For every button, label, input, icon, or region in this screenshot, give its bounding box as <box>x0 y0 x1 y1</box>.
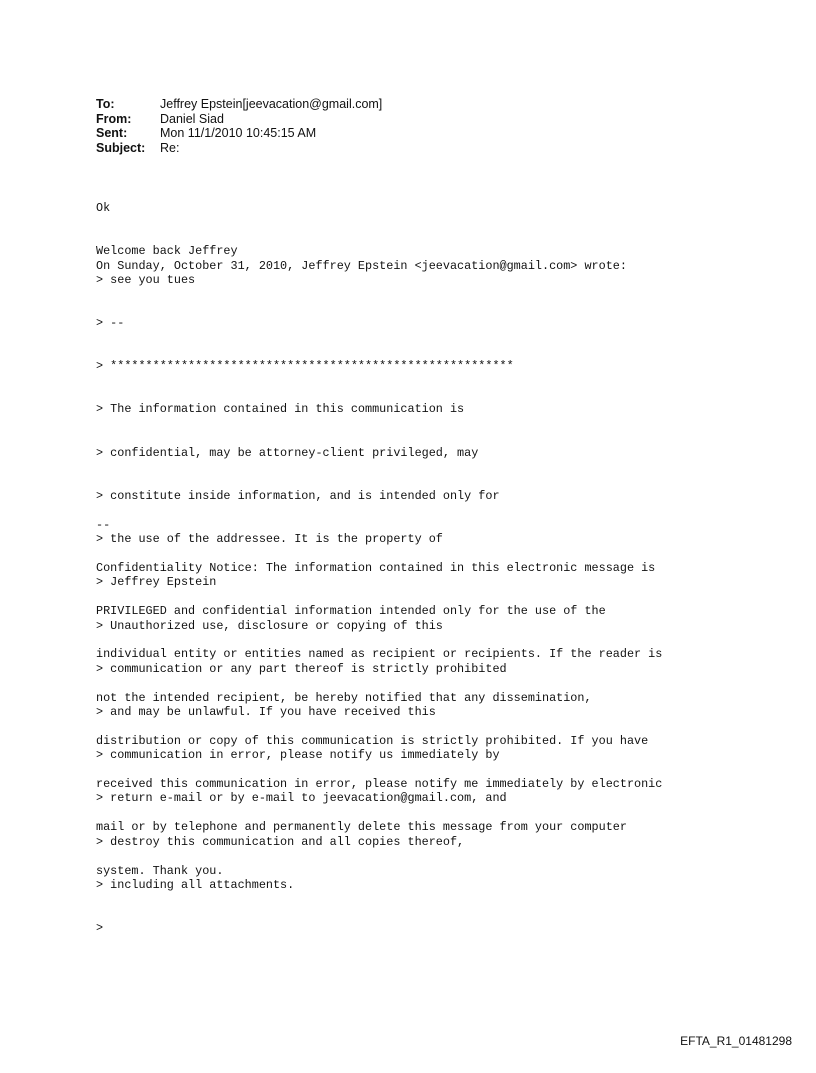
notice-line: received this communication in error, please notify me immediately by electronic <box>96 777 663 792</box>
body-line: Welcome back Jeffrey <box>96 244 238 259</box>
quoted-line: > destroy this communication and all copies thereof, <box>96 834 465 849</box>
sent-label: Sent: <box>96 126 128 140</box>
notice-line: -- <box>96 517 111 532</box>
subject-row <box>96 141 382 156</box>
quoted-line: > Unauthorized use, disclosure or copying of this <box>96 618 443 633</box>
to-row <box>96 97 382 112</box>
quoted-line: > and may be unlawful. If you have received this <box>96 705 436 719</box>
quoted-line: > -- <box>96 316 125 331</box>
notice-line: distribution or copy of this communication is strictly prohibited. If you have <box>96 733 649 748</box>
notice-line: system. Thank you. <box>96 863 224 878</box>
subject-value: Re: <box>160 140 180 155</box>
document-id: EFTA_R1_01481298 <box>680 1034 792 1048</box>
from-row <box>96 112 382 127</box>
notice-line: individual entity or entities named as recipient or recipients. If the reader is <box>96 647 663 662</box>
quoted-line: > communication or any part thereof is strictly prohibited <box>96 661 507 676</box>
from-label: From: <box>96 111 132 126</box>
notice-line: PRIVILEGED and confidential information intended only for the use of the <box>96 604 606 619</box>
quoted-line: > including all attachments. <box>96 877 295 892</box>
quoted-line: > the use of the addressee. It is the property of <box>96 532 443 547</box>
quoted-line: > constitute inside information, and is intended only for <box>96 488 500 503</box>
quoted-line: > return e-mail or by e-mail to jeevacation@gmail.com, and <box>96 791 507 806</box>
sent-value: Mon 11/1/2010 10:45:15 AM <box>160 126 317 140</box>
notice-line: not the intended recipient, be hereby notified that any dissemination, <box>96 690 592 705</box>
email-header <box>96 97 382 155</box>
quote-intro-line: On Sunday, October 31, 2010, Jeffrey Epstein <jeevacation@gmail.com> wrote: <box>96 258 627 273</box>
subject-label: Subject: <box>96 140 146 155</box>
quoted-line: > confidential, may be attorney-client privileged, may <box>96 445 479 460</box>
quoted-line: > communication in error, please notify us immediately by <box>96 748 500 763</box>
notice-line: Confidentiality Notice: The information contained in this electronic message is <box>96 561 656 576</box>
quoted-line: > <box>96 921 104 936</box>
to-value: Jeffrey Epstein[jeevacation@gmail.com] <box>160 97 383 111</box>
sent-row <box>96 126 382 141</box>
notice-line: mail or by telephone and permanently delete this message from your computer <box>96 820 627 835</box>
quoted-line: > ********************************************************* <box>96 359 514 374</box>
from-value: Daniel Siad <box>160 111 224 126</box>
to-label: To: <box>96 97 115 111</box>
quoted-line: > Jeffrey Epstein <box>96 575 217 590</box>
confidentiality-notice <box>96 489 662 892</box>
body-line: Ok <box>96 200 111 215</box>
quoted-line: > The information contained in this communication is <box>96 402 465 417</box>
quoted-line: > see you tues <box>96 272 196 287</box>
